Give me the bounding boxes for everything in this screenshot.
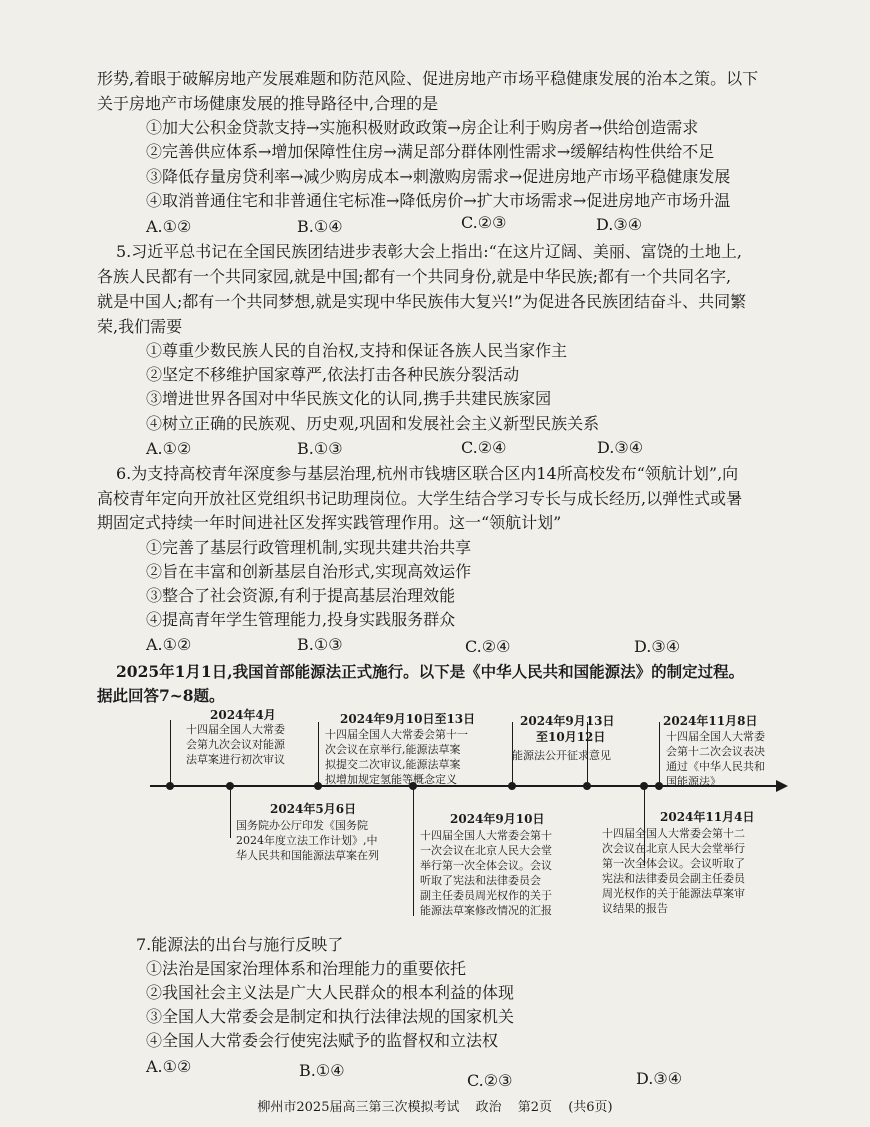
event-date-oct12: 至10月12日	[536, 730, 606, 744]
event-text-sep10: 十四届全国人大常委会第十 一次会议在北京人民大会堂 举行第一次全体会议。会议 听取了宪法和法律委员会 副主任委员周光权作的关于 能源法草案修改情况的汇报	[420, 829, 552, 917]
event-text-may6: 国务院办公厅印发《国务院 2024年度立法工作计划》,中 华人民共和国能源法草案在列	[236, 819, 379, 862]
q5-stem-line-4: 荣,我们需要	[97, 317, 183, 336]
connector-line	[230, 786, 231, 838]
q6-item-1: ①完善了基层行政管理机制,实现共建共治共享	[146, 538, 472, 557]
q5-option-a: A.①②	[146, 439, 192, 458]
event-text-nov8: 十四届全国人大常委 会第十二次会议表决 通过《中华人民共和 国能源法》	[666, 730, 765, 788]
q7-stem: 7.能源法的出台与施行反映了	[136, 935, 344, 954]
event-text-apr: 十四届全国人大常委 会第九次会议对能源 法草案进行初次审议	[186, 723, 285, 766]
q6-item-2: ②旨在丰富和创新基层自治形式,实现高效运作	[146, 562, 472, 581]
event-text-nov4: 十四届全国人大常委会第十二 次会议在北京人民大会堂举行 第一次全体会议。会议听取了 宪法和法律委员会副主任委员 周光权作的关于能源法草案审 议结果的报告	[602, 827, 745, 915]
event-date-sep13: 2024年9月13日	[520, 714, 615, 728]
q6-item-4: ④提高青年学生管理能力,投身实践服务群众	[146, 610, 456, 629]
q6-stem-line-1: 6.为支持高校青年深度参与基层治理,杭州市钱塘区联合区内14所高校发布“领航计划”,向	[116, 464, 739, 483]
q4-option-b: B.①④	[297, 217, 343, 236]
q4-option-a: A.①②	[146, 217, 192, 236]
intro-line-2: 据此回答7~8题。	[97, 686, 225, 705]
q5-option-b: B.①③	[297, 439, 343, 458]
q5-stem-line-3: 就是中国人;都有一个共同梦想,就是实现中华民族伟大复兴!”为促进各民族团结奋斗、共同繁	[97, 292, 747, 311]
q5-stem-line-2: 各族人民都有一个共同家园,就是中国;都有一个共同身份,就是中华民族;都有一个共同名字,	[97, 267, 732, 286]
footer-total-pages: (共6页)	[568, 1100, 613, 1115]
event-text-sep13: 能源法公开征求意见	[512, 749, 611, 762]
footer-exam-name: 柳州市2025届高三第三次模拟考试	[257, 1100, 460, 1115]
q4-option-c: C.②③	[461, 213, 507, 232]
q7-option-d: D.③④	[636, 1069, 683, 1088]
page-footer	[0, 1096, 870, 1115]
q5-item-2: ②坚定不移维护国家尊严,依法打击各种民族分裂活动	[146, 365, 520, 384]
q7-option-a: A.①②	[146, 1057, 192, 1076]
q6-option-b: B.①③	[297, 635, 343, 654]
q4-stem-line-2: 关于房地产市场健康发展的推导路径中,合理的是	[97, 94, 439, 113]
q7-item-2: ②我国社会主义法是广大人民群众的根本利益的体现	[146, 983, 515, 1002]
footer-subject: 政治	[475, 1100, 502, 1115]
q4-item-1: ①加大公积金贷款支持→实施积极财政政策→房企让利于购房者→供给创造需求	[146, 118, 699, 137]
event-date-sep10-13: 2024年9月10日至13日	[340, 712, 476, 726]
q4-option-d: D.③④	[596, 215, 643, 234]
q7-option-c: C.②③	[467, 1071, 513, 1090]
event-date-may6: 2024年5月6日	[270, 802, 357, 816]
connector-line	[170, 720, 171, 784]
event-text-sep10-13: 十四届全国人大常委会第十一 次会议在京举行,能源法草案 拟提交二次审议,能源法草案 拟增加规定氢能等概念定义	[325, 728, 468, 786]
q5-item-3: ③增进世界各国对中华民族文化的认同,携手共建民族家园	[146, 389, 552, 408]
q5-item-4: ④树立正确的民族观、历史观,巩固和发展社会主义新型民族关系	[146, 414, 600, 433]
q6-option-d: D.③④	[634, 637, 681, 656]
q6-stem-line-3: 期固定式持续一年时间进社区发挥实践管理作用。这一“领航计划”	[97, 513, 562, 532]
q4-item-3: ③降低存量房贷利率→减少购房成本→刺激购房需求→促进房地产市场平稳健康发展	[146, 167, 731, 186]
connector-line	[413, 786, 414, 916]
q5-option-d: D.③④	[597, 438, 644, 457]
intro-line-1: 2025年1月1日,我国首部能源法正式施行。以下是《中华人民共和国能源法》的制定过程。	[116, 662, 745, 681]
event-date-apr: 2024年4月	[210, 708, 276, 722]
connector-line	[318, 722, 319, 784]
connector-line	[659, 722, 660, 784]
event-date-nov8: 2024年11月8日	[663, 714, 758, 728]
footer-page-number: 第2页	[517, 1100, 553, 1115]
q5-option-c: C.②④	[461, 438, 507, 457]
q4-stem-line-1: 形势,着眼于破解房地产发展难题和防范风险、促进房地产市场平稳健康发展的治本之策。以下	[97, 69, 759, 88]
q7-item-1: ①法治是国家治理体系和治理能力的重要依托	[146, 959, 467, 978]
event-date-nov4: 2024年11月4日	[660, 810, 755, 824]
q4-item-4: ④取消普通住宅和非普通住宅标准→降低房价→扩大市场需求→促进房地产市场升温	[146, 191, 731, 210]
q4-item-2: ②完善供应体系→增加保障性住房→满足部分群体刚性需求→缓解结构性供给不足	[146, 142, 715, 161]
q5-stem-line-1: 5.习近平总书记在全国民族团结进步表彰大会上指出:“在这片辽阔、美丽、富饶的土地上,	[116, 242, 742, 261]
q6-option-a: A.①②	[146, 635, 192, 654]
event-date-sep10: 2024年9月10日	[450, 812, 545, 826]
q5-item-1: ①尊重少数民族人民的自治权,支持和保证各族人民当家作主	[146, 341, 568, 360]
q7-item-3: ③全国人大常委会是制定和执行法律法规的国家机关	[146, 1007, 515, 1026]
q6-stem-line-2: 高校青年定向开放社区党组织书记助理岗位。大学生结合学习专长与成长经历,以弹性式或暑	[97, 489, 743, 508]
q7-item-4: ④全国人大常委会行使宪法赋予的监督权和立法权	[146, 1031, 499, 1050]
q6-option-c: C.②④	[465, 637, 511, 656]
q6-item-3: ③整合了社会资源,有利于提高基层治理效能	[146, 586, 456, 605]
q7-option-b: B.①④	[299, 1061, 345, 1080]
